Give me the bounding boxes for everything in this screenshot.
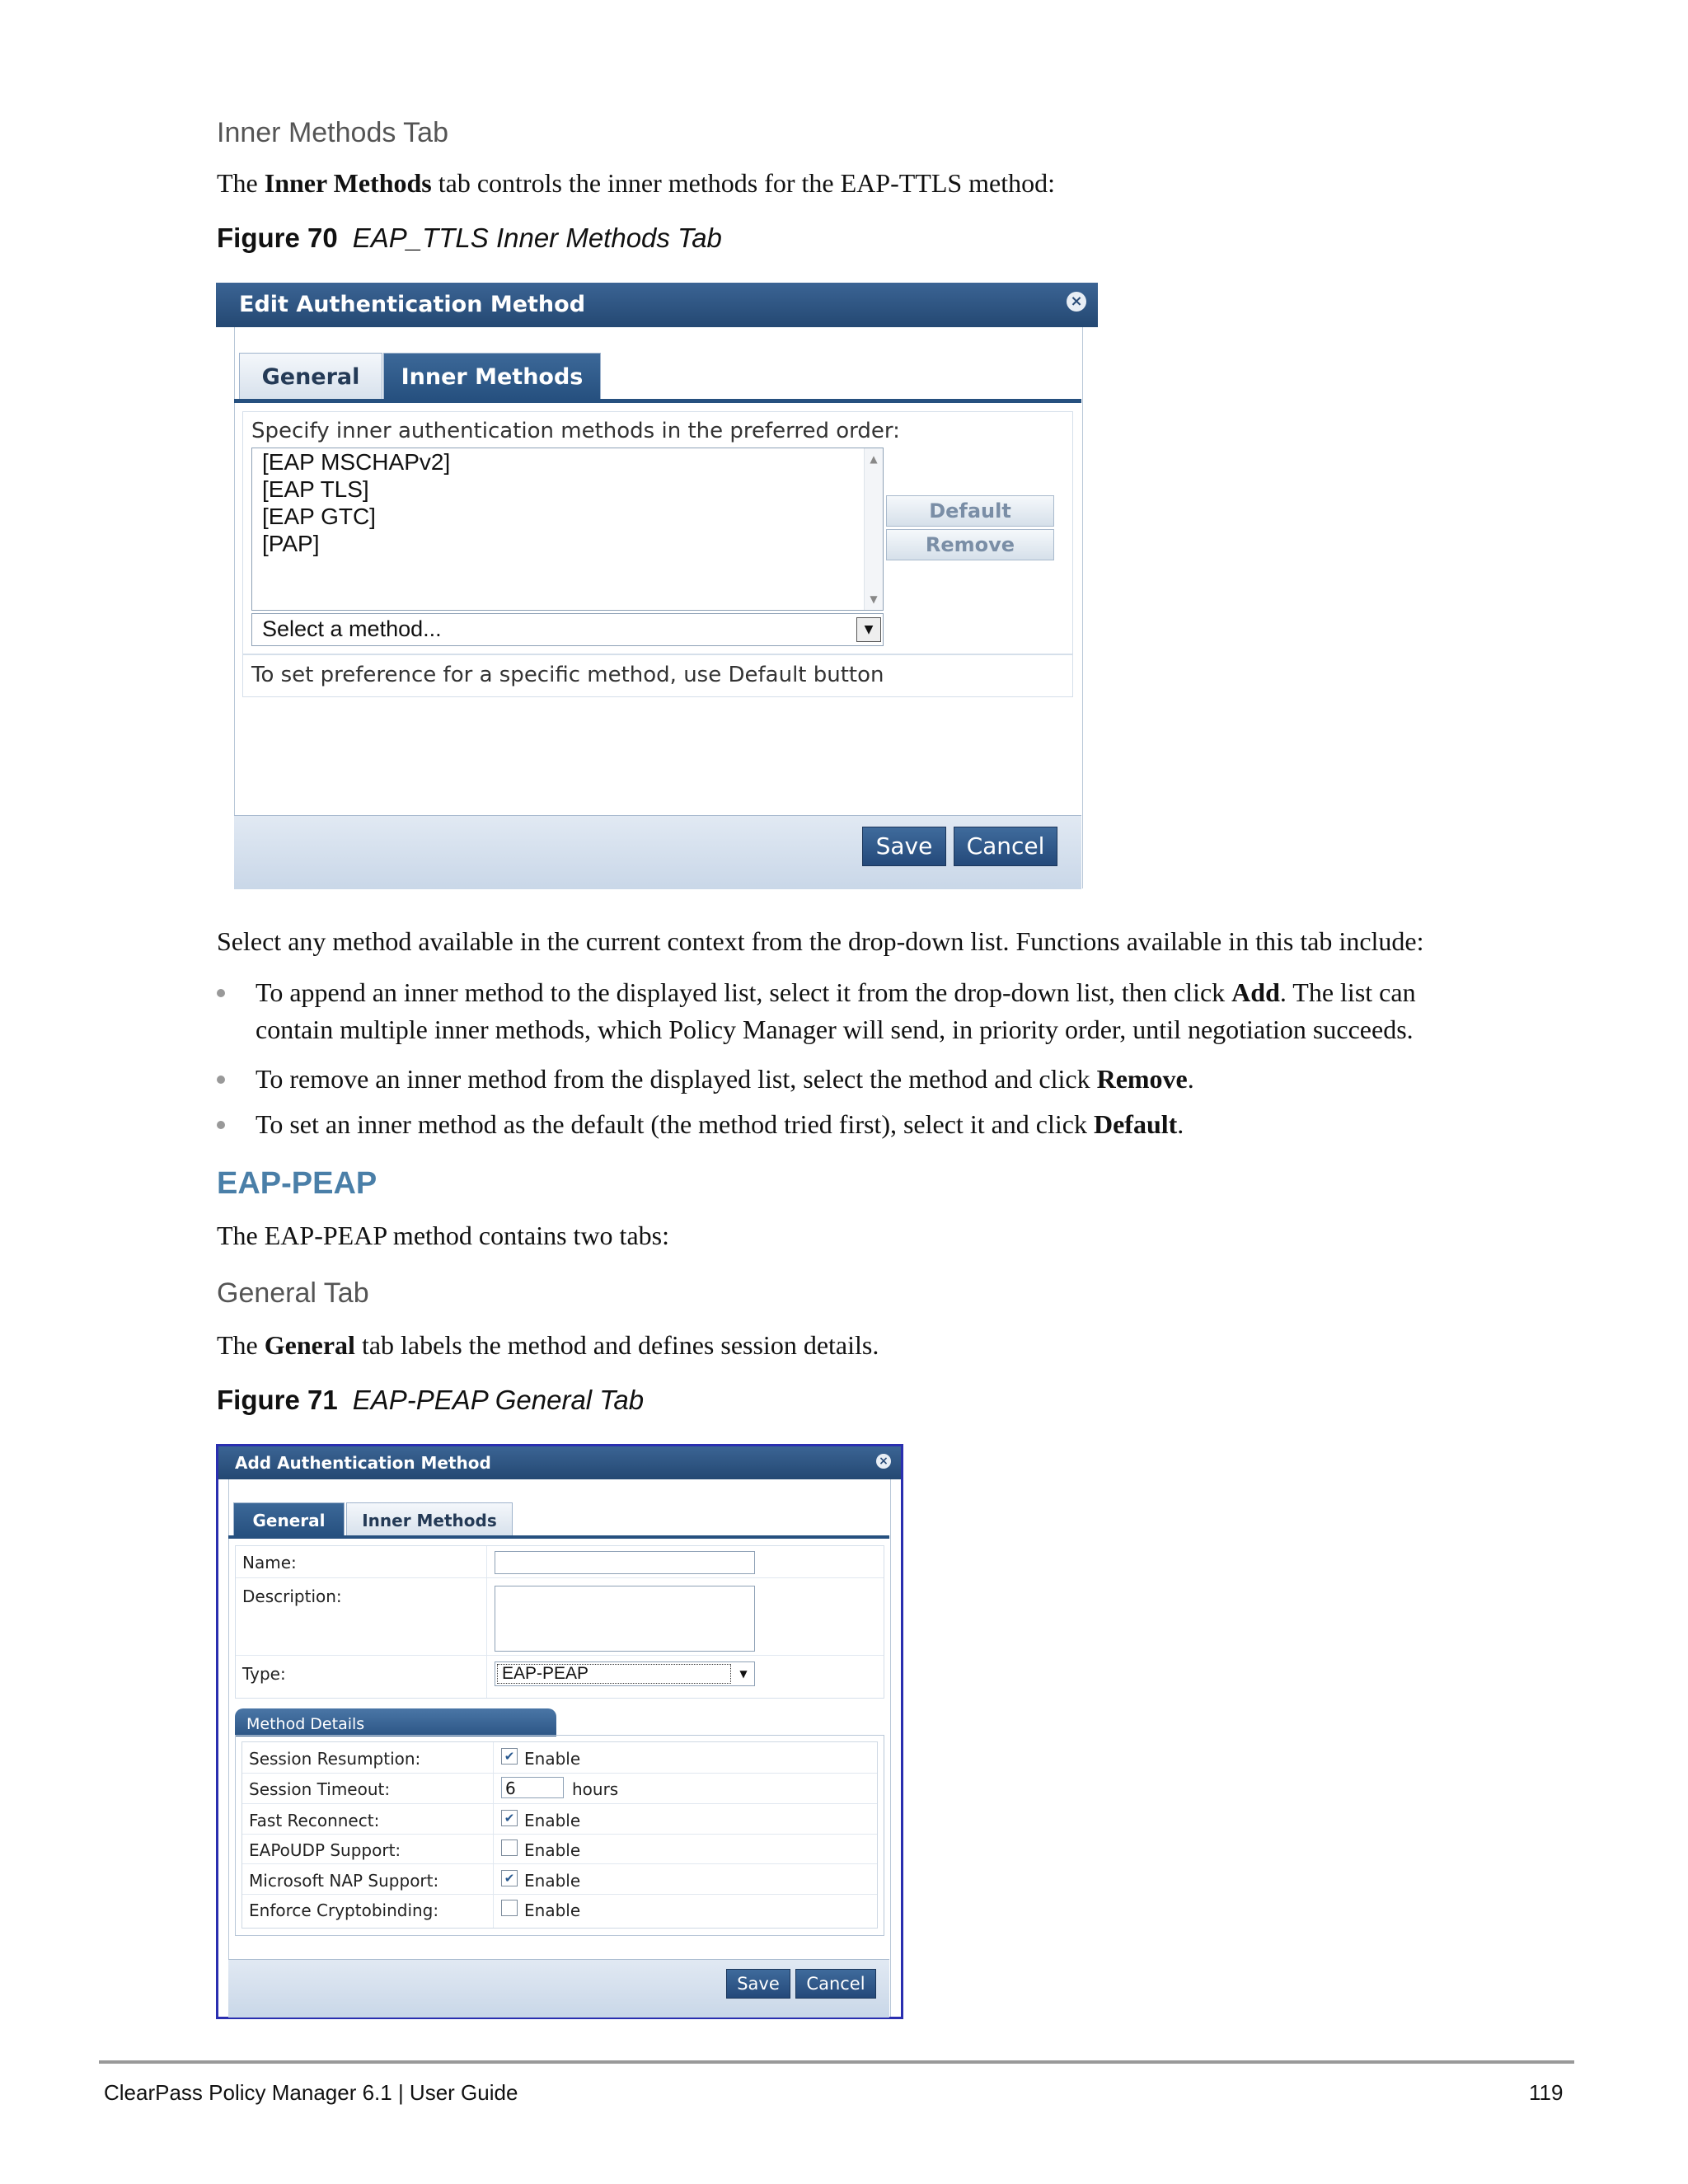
- tab-general[interactable]: General: [233, 1502, 345, 1536]
- add-authentication-method-dialog: [216, 1444, 903, 2019]
- edit-authentication-method-dialog: [216, 283, 1098, 888]
- save-button[interactable]: Save: [726, 1969, 790, 1999]
- enable-label: Enable: [524, 1840, 581, 1860]
- bullet-remove: [256, 1061, 1194, 1098]
- figure-title: EAP_TTLS Inner Methods Tab: [352, 223, 722, 253]
- enforce-cryptobinding-label: Enforce Cryptobinding:: [249, 1900, 439, 1920]
- bullet-text: To set an inner method as the default (the method tried first), select it and click: [256, 1109, 1094, 1139]
- column-divider: [486, 1546, 487, 1698]
- remove-button[interactable]: Remove: [886, 529, 1054, 560]
- dialog-titlebar: [218, 1446, 901, 1479]
- method-details-table: [241, 1741, 878, 1929]
- scroll-up-icon[interactable]: ▲: [870, 453, 878, 465]
- intro-text-end: tab labels the method and defines session details.: [354, 1330, 879, 1360]
- row-divider: [242, 1834, 877, 1835]
- default-button[interactable]: Default: [886, 495, 1054, 527]
- section-heading-general-tab: General Tab: [217, 1277, 369, 1309]
- section-heading-inner-methods-tab: Inner Methods Tab: [217, 117, 448, 148]
- general-tab-intro: [217, 1327, 879, 1364]
- intro-text: The: [217, 1330, 265, 1360]
- dialog-title: Add Authentication Method: [235, 1453, 491, 1473]
- list-item[interactable]: [EAP MSCHAPv2]: [262, 449, 451, 475]
- list-item[interactable]: [EAP TLS]: [262, 476, 369, 502]
- section-heading-eap-peap: EAP-PEAP: [217, 1166, 377, 1201]
- scroll-down-icon[interactable]: ▼: [870, 593, 878, 605]
- row-divider: [242, 1773, 877, 1774]
- figure-title: EAP-PEAP General Tab: [352, 1385, 645, 1415]
- bullet-append: [256, 974, 1416, 1048]
- instruction-text: Specify inner authentication methods in the preferred order:: [251, 419, 900, 443]
- footer-guide-title: ClearPass Policy Manager 6.1 | User Guide: [104, 2080, 518, 2105]
- enable-label: Enable: [524, 1749, 581, 1769]
- bullet-default: [256, 1106, 1184, 1143]
- type-select-value: EAP-PEAP: [502, 1664, 589, 1683]
- column-divider: [493, 1742, 494, 1928]
- chevron-down-icon[interactable]: ▼: [739, 1668, 748, 1680]
- bullet-text-end: .: [1177, 1109, 1184, 1139]
- row-divider: [242, 1803, 877, 1804]
- tab-inner-methods[interactable]: Inner Methods: [383, 353, 601, 400]
- intro-bold: Inner Methods: [264, 168, 432, 198]
- select-value: Select a method...: [262, 616, 442, 641]
- figure-number: Figure 70: [217, 223, 338, 253]
- intro-text-end: tab controls the inner methods for the EAP-TTLS method:: [431, 168, 1056, 198]
- methods-listbox[interactable]: [251, 448, 884, 611]
- enforce-cryptobinding-checkbox[interactable]: [501, 1900, 518, 1916]
- tab-underline: [234, 399, 1081, 403]
- list-item[interactable]: [PAP]: [262, 531, 320, 556]
- type-select[interactable]: [495, 1661, 755, 1686]
- general-form: [235, 1545, 884, 1699]
- description-textarea[interactable]: [495, 1586, 755, 1652]
- tab-general[interactable]: General: [239, 353, 382, 400]
- hours-label: hours: [572, 1779, 619, 1799]
- row-divider: [242, 1863, 877, 1864]
- name-input[interactable]: [495, 1551, 755, 1574]
- name-label: Name:: [242, 1553, 297, 1572]
- tab-inner-methods[interactable]: Inner Methods: [346, 1502, 513, 1536]
- microsoft-nap-support-label: Microsoft NAP Support:: [249, 1871, 439, 1891]
- session-resumption-checkbox[interactable]: ✔: [501, 1748, 518, 1765]
- hint-text: To set preference for a specific method, use Default button: [251, 663, 884, 687]
- method-details-header: Method Details: [235, 1708, 556, 1736]
- session-timeout-input[interactable]: 6: [501, 1777, 564, 1798]
- list-item[interactable]: [EAP GTC]: [262, 504, 376, 529]
- bullet-bold: Default: [1093, 1109, 1178, 1139]
- bullet-icon: [217, 1121, 225, 1129]
- chevron-down-icon[interactable]: ▼: [856, 617, 881, 642]
- cancel-button[interactable]: Cancel: [954, 827, 1057, 866]
- close-icon[interactable]: ×: [1067, 292, 1086, 312]
- footer-rule: [99, 2060, 1574, 2064]
- bullet-icon: [217, 1076, 225, 1084]
- row-divider: [242, 1894, 877, 1895]
- eapoudp-support-checkbox[interactable]: [501, 1840, 518, 1856]
- session-timeout-label: Session Timeout:: [249, 1779, 391, 1799]
- eap-peap-intro: The EAP-PEAP method contains two tabs:: [217, 1221, 669, 1250]
- hint-box: [242, 654, 1073, 697]
- bullet-text-line2: contain multiple inner methods, which Policy Manager will send, in priority order, until negotiation succeeds.: [256, 1015, 1414, 1044]
- eapoudp-support-label: EAPoUDP Support:: [249, 1840, 401, 1860]
- bullet-text: To remove an inner method from the displayed list, select the method and click: [256, 1064, 1097, 1094]
- bullet-bold: Add: [1231, 977, 1280, 1007]
- fast-reconnect-checkbox[interactable]: ✔: [501, 1810, 518, 1826]
- enable-label: Enable: [524, 1900, 581, 1920]
- cancel-button[interactable]: Cancel: [795, 1969, 876, 1999]
- figure-71-caption: [217, 1385, 644, 1416]
- page-number: 119: [1529, 2080, 1564, 2105]
- listbox-scrollbar[interactable]: [864, 448, 883, 610]
- bullet-text-end: .: [1187, 1064, 1194, 1094]
- bullet-icon: [217, 989, 225, 997]
- dialog-title: Edit Authentication Method: [239, 292, 586, 317]
- bullet-text: To append an inner method to the displayed list, select it from the drop-down list, then click: [256, 977, 1232, 1007]
- description-label: Description:: [242, 1586, 342, 1606]
- figure-70-caption: [217, 223, 722, 254]
- figure-number: Figure 71: [217, 1385, 338, 1415]
- method-select[interactable]: [251, 613, 884, 646]
- session-resumption-label: Session Resumption:: [249, 1749, 421, 1769]
- tab-underline: [228, 1535, 889, 1539]
- bullet-bold: Remove: [1096, 1064, 1188, 1094]
- inner-methods-intro: [217, 165, 1055, 202]
- intro-text: The: [217, 168, 265, 198]
- type-label: Type:: [242, 1664, 286, 1684]
- enable-label: Enable: [524, 1811, 581, 1830]
- enable-label: Enable: [524, 1871, 581, 1891]
- select-method-paragraph: Select any method available in the current context from the drop-down list. Functions available in this tab include:: [217, 926, 1424, 956]
- dialog-titlebar: [216, 283, 1098, 327]
- intro-bold: General: [264, 1330, 355, 1360]
- bullet-text-end: . The list can: [1279, 977, 1416, 1007]
- microsoft-nap-support-checkbox[interactable]: ✔: [501, 1870, 518, 1886]
- close-icon[interactable]: ×: [876, 1454, 891, 1469]
- fast-reconnect-label: Fast Reconnect:: [249, 1811, 380, 1830]
- save-button[interactable]: Save: [862, 827, 946, 866]
